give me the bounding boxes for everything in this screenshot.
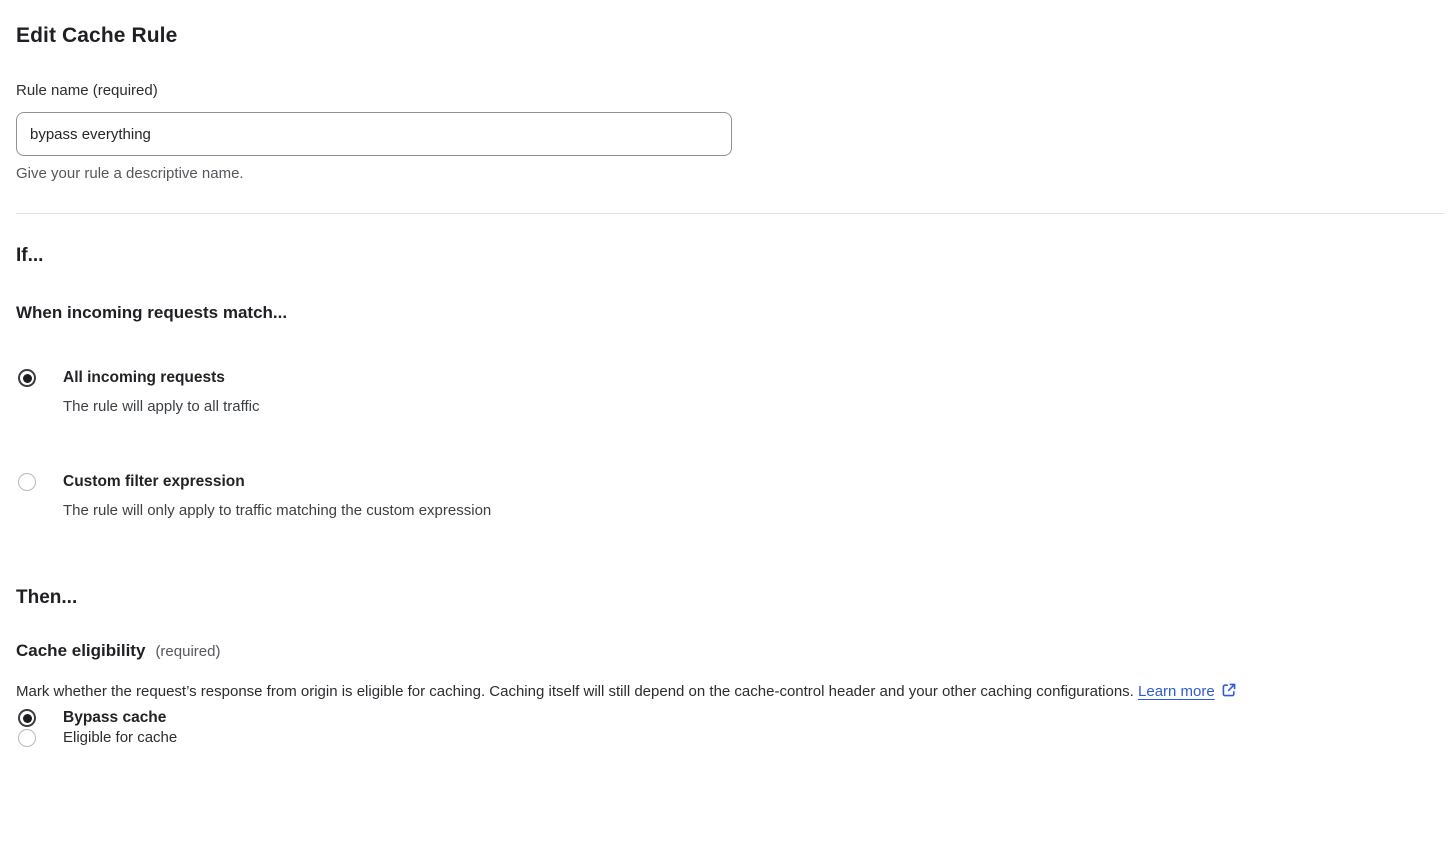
cache-eligibility-title: Cache eligibility (16, 641, 146, 660)
option-texts (63, 728, 177, 748)
incoming-requests-radio-group (16, 368, 1438, 520)
cache-eligibility-radio-group (16, 708, 1438, 748)
external-link-icon (1221, 679, 1237, 708)
if-heading: If... (16, 245, 44, 266)
rule-name-label: Rule name (required) (16, 82, 158, 99)
option-texts (63, 472, 491, 520)
option-all-incoming-requests[interactable] (16, 368, 1438, 416)
option-description: The rule will only apply to traffic matching the custom expression (63, 502, 492, 519)
section-divider (16, 213, 1444, 214)
radio-bypass-cache[interactable] (18, 709, 36, 727)
page-title: Edit Cache Rule (16, 24, 178, 47)
learn-more-link[interactable]: Learn more (1138, 683, 1215, 700)
option-eligible-for-cache[interactable] (16, 728, 1438, 748)
option-texts (63, 368, 259, 416)
rule-name-input[interactable] (16, 112, 732, 156)
cache-eligibility-description (16, 677, 1411, 708)
radio-eligible-for-cache[interactable] (18, 729, 36, 747)
cache-eligibility-heading-row (16, 641, 1438, 661)
option-bypass-cache[interactable] (16, 708, 1438, 728)
then-heading: Then... (16, 587, 78, 608)
rule-name-helper: Give your rule a descriptive name. (16, 165, 244, 182)
option-description: The rule will apply to all traffic (63, 398, 260, 415)
option-texts (63, 708, 166, 728)
option-label: Bypass cache (63, 709, 167, 726)
radio-custom-filter-expression[interactable] (18, 473, 36, 491)
option-label: All incoming requests (63, 369, 225, 386)
option-custom-filter-expression[interactable] (16, 472, 1438, 520)
radio-all-incoming-requests[interactable] (18, 369, 36, 387)
option-label: Custom filter expression (63, 473, 245, 490)
cache-eligibility-description-text: Mark whether the request’s response from origin is eligible for caching. Caching itself will still depend on the cache-control header and your other caching configurations. (16, 683, 1134, 700)
required-note: (required) (155, 643, 221, 660)
option-label: Eligible for cache (63, 729, 178, 746)
incoming-requests-subheading: When incoming requests match... (16, 303, 288, 322)
